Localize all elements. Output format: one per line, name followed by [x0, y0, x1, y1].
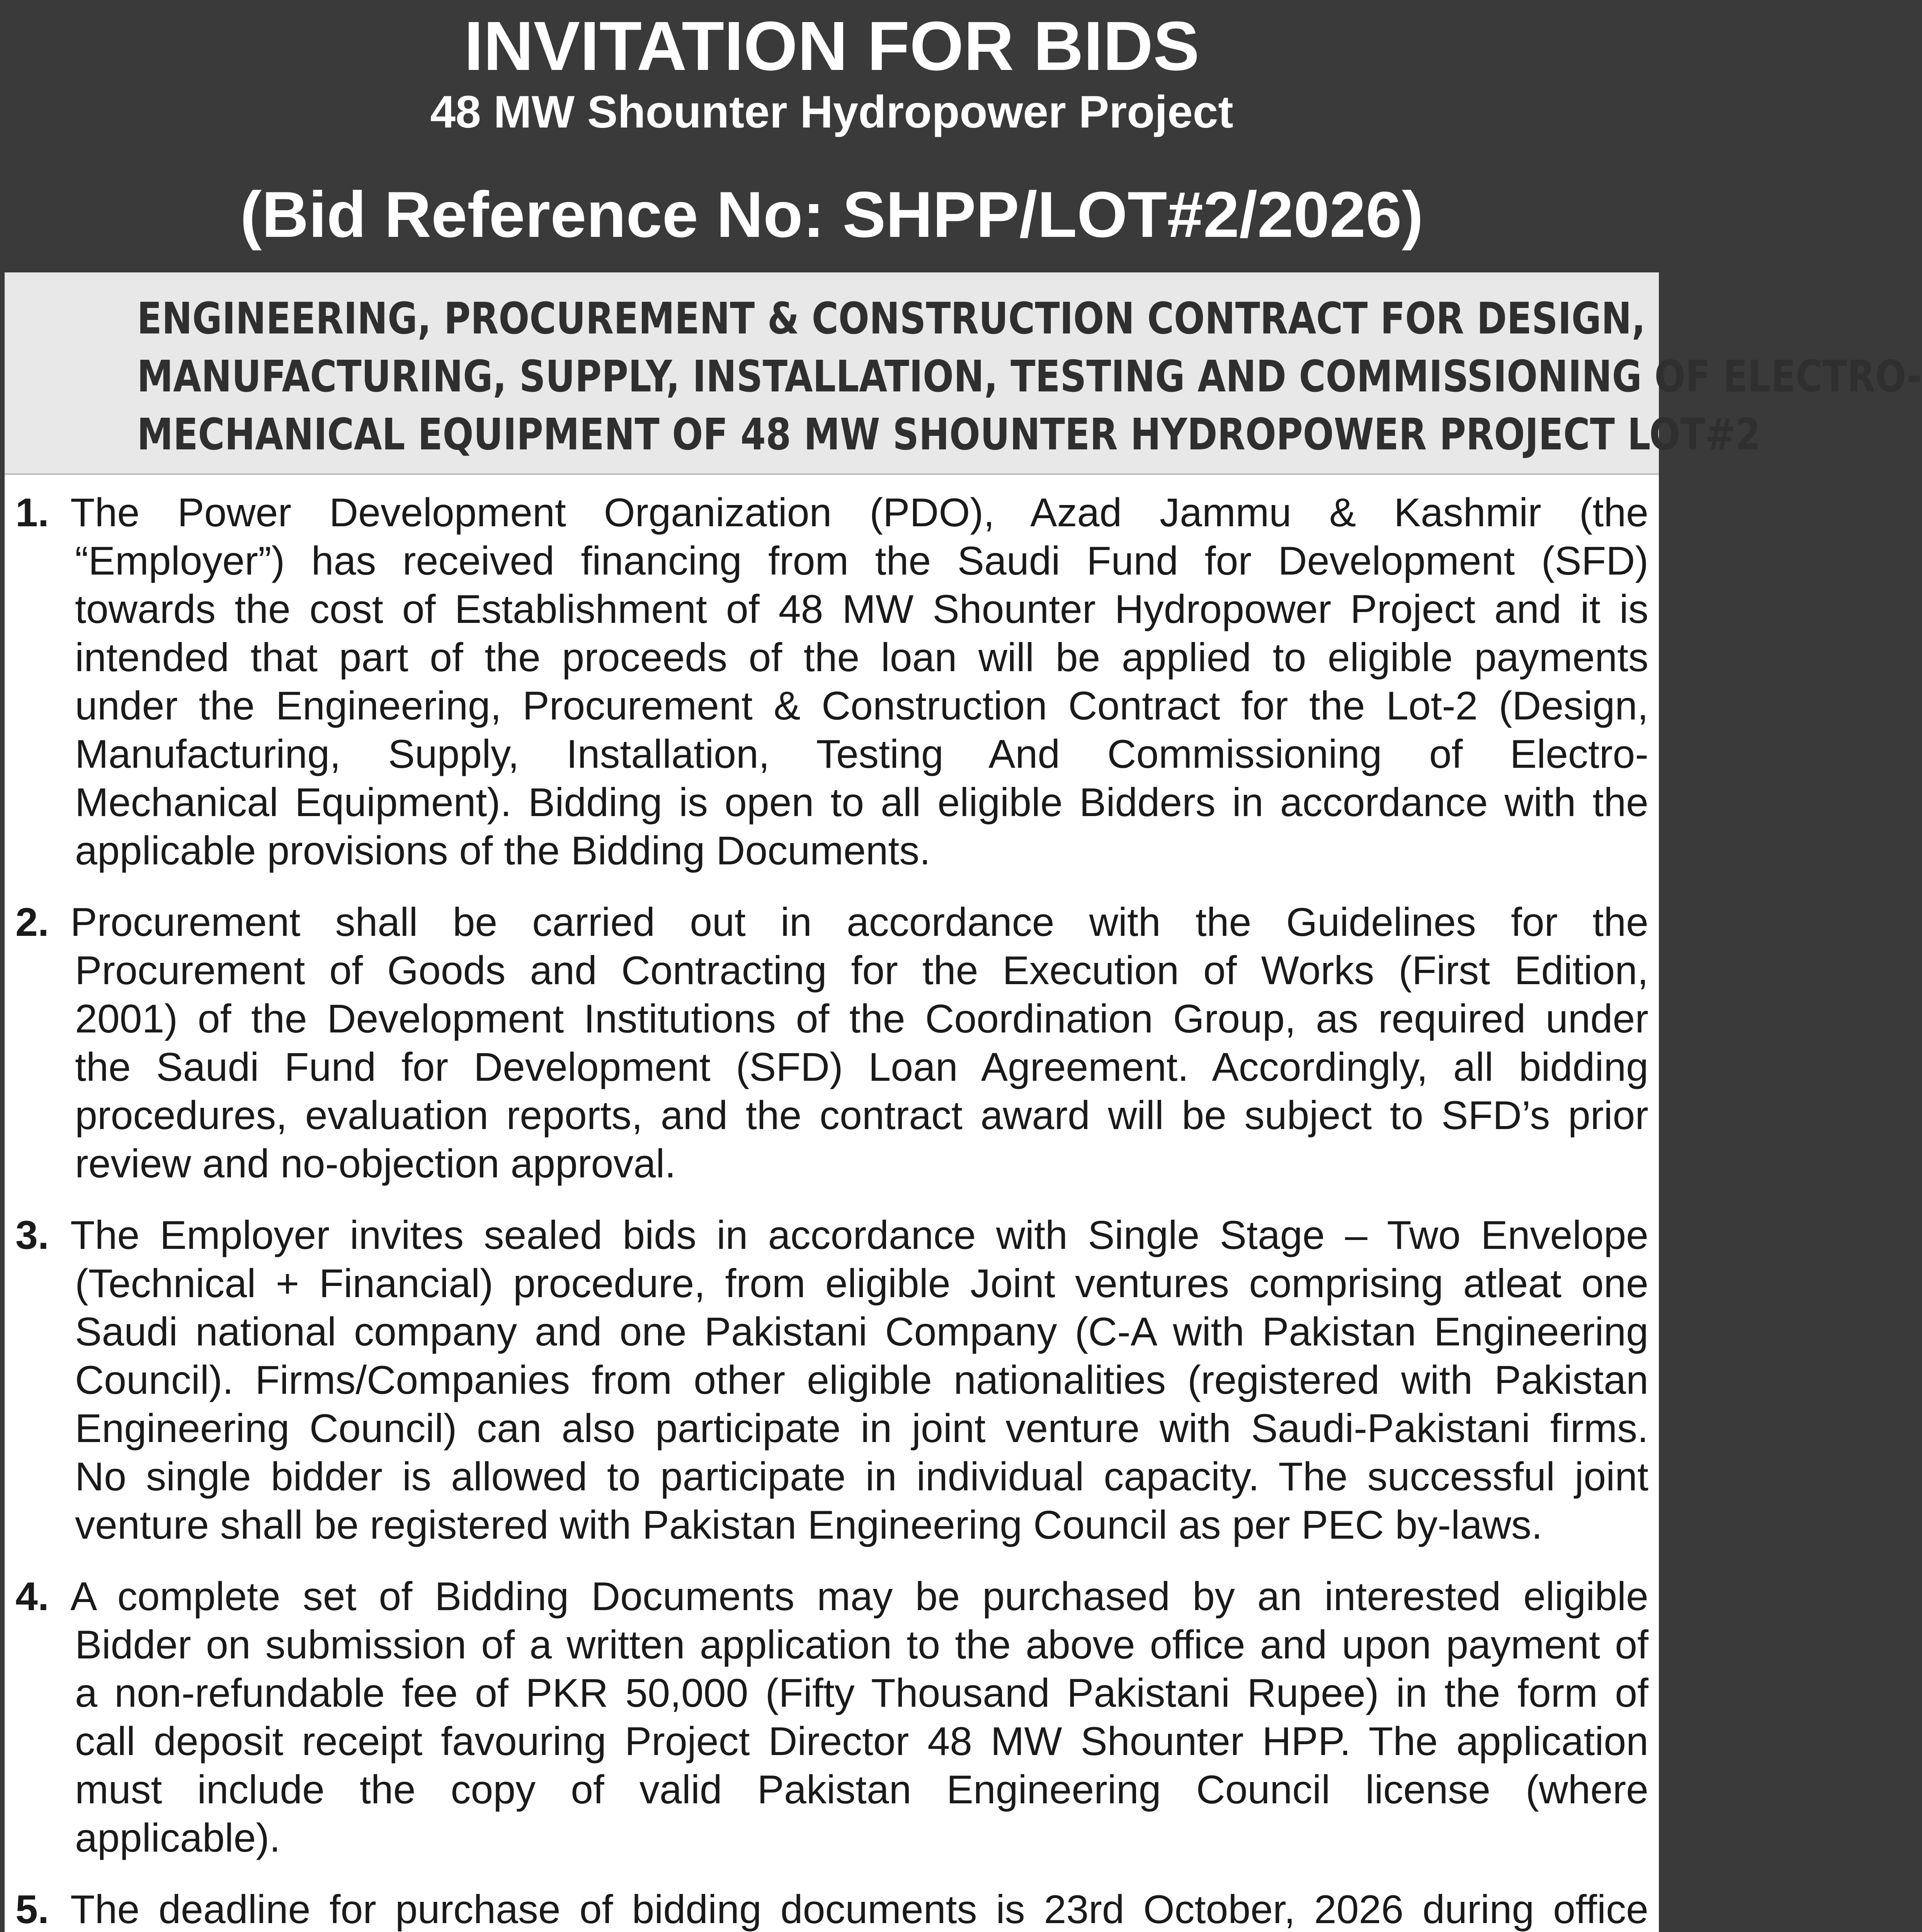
paragraph-line: Procurement shall be carried out in accordance with the Guidelines for the [70, 900, 1648, 945]
paragraph-line: Mechanical Equipment). Bidding is open to all eligible Bidders in accordance with the [75, 780, 1648, 825]
contract-heading-line: ENGINEERING, PROCUREMENT & CONSTRUCTION CONTRACT FOR DESIGN, [137, 294, 1646, 344]
paragraph-line: Saudi national company and one Pakistani Company (C-A with Pakistan Engineering [75, 1310, 1648, 1354]
numbered-paragraph [5, 1211, 1659, 1549]
numbered-paragraph [5, 1886, 1659, 1932]
contract-heading-line: MANUFACTURING, SUPPLY, INSTALLATION, TESTING AND COMMISSIONING OF ELECTRO- [137, 352, 1922, 402]
paragraph-line: call deposit receipt favouring Project Director 48 MW Shounter HPP. The application [75, 1719, 1648, 1764]
paragraph-line: No single bidder is allowed to participate in individual capacity. The successful joint [75, 1454, 1648, 1499]
paragraph-number: 3. [15, 1213, 49, 1258]
numbered-paragraph [5, 489, 1659, 875]
paragraph-line: The Power Development Organization (PDO), Azad Jammu & Kashmir (the [70, 490, 1648, 535]
paragraph-line: Engineering Council) can also participate in joint venture with Saudi-Pakistani firms. [75, 1406, 1648, 1451]
paragraph-line: 2001) of the Development Institutions of the Coordination Group, as required under [75, 997, 1648, 1041]
paragraph-line: The Employer invites sealed bids in accordance with Single Stage – Two Envelope [70, 1213, 1648, 1258]
project-subtitle: 48 MW Shounter Hydropower Project [430, 87, 1233, 138]
paragraph-number: 5. [15, 1887, 49, 1932]
paragraph-line: Manufacturing, Supply, Installation, Testing And Commissioning of Electro- [75, 732, 1648, 777]
paragraph-line: “Employer”) has received financing from the Saudi Fund for Development (SFD) [75, 539, 1648, 583]
paragraph-line: (Technical + Financial) procedure, from eligible Joint ventures comprising atleat one [75, 1261, 1648, 1306]
paragraph-line: the Saudi Fund for Development (SFD) Loan Agreement. Accordingly, all bidding [75, 1045, 1648, 1090]
paragraph-line: The deadline for purchase of bidding documents is 23rd October, 2026 during office [70, 1887, 1648, 1932]
paragraph-line: a non-refundable fee of PKR 50,000 (Fifty Thousand Pakistani Rupee) in the form of [75, 1671, 1648, 1716]
paragraph-line: Council). Firms/Companies from other eligible nationalities (registered with Pakistan [75, 1358, 1648, 1403]
page-title: INVITATION FOR BIDS [464, 7, 1200, 85]
paragraph-line: applicable provisions of the Bidding Documents. [75, 828, 931, 873]
paragraph-line: procedures, evaluation reports, and the contract award will be subject to SFD’s prior [75, 1093, 1648, 1138]
paragraph-number: 2. [15, 900, 49, 945]
contract-heading-line: MECHANICAL EQUIPMENT OF 48 MW SHOUNTER HYDROPOWER PROJECT LOT#2 [137, 410, 1761, 460]
paragraph-line: towards the cost of Establishment of 48 MW Shounter Hydropower Project and it is [75, 587, 1648, 632]
paragraph-number: 1. [15, 490, 49, 535]
paragraph-line: Procurement of Goods and Contracting for the Execution of Works (First Edition, [75, 948, 1648, 993]
paragraph-line: review and no-objection approval. [75, 1141, 676, 1186]
paragraph-line: A complete set of Bidding Documents may be purchased by an interested eligible [70, 1574, 1648, 1619]
paragraph-line: applicable). [75, 1816, 281, 1861]
header-banner [0, 0, 1663, 270]
paragraph-line: must include the copy of valid Pakistan Engineering Council license (where [75, 1767, 1648, 1812]
bid-reference: (Bid Reference No: SHPP/LOT#2/2026) [240, 178, 1424, 251]
notice-body [5, 272, 1922, 1932]
paragraph-number: 4. [15, 1574, 49, 1619]
paragraph-line: venture shall be registered with Pakistan Engineering Council as per PEC by-laws. [75, 1503, 1543, 1548]
numbered-paragraph [5, 1573, 1659, 1862]
paragraph-line: intended that part of the proceeds of the loan will be applied to eligible payments [75, 635, 1648, 680]
paragraph-line: under the Engineering, Procurement & Construction Contract for the Lot-2 (Design, [75, 684, 1648, 728]
contract-heading [5, 272, 1922, 475]
numbered-paragraph [5, 898, 1659, 1188]
paragraph-line: Bidder on submission of a written application to the above office and upon payment of [75, 1622, 1648, 1667]
